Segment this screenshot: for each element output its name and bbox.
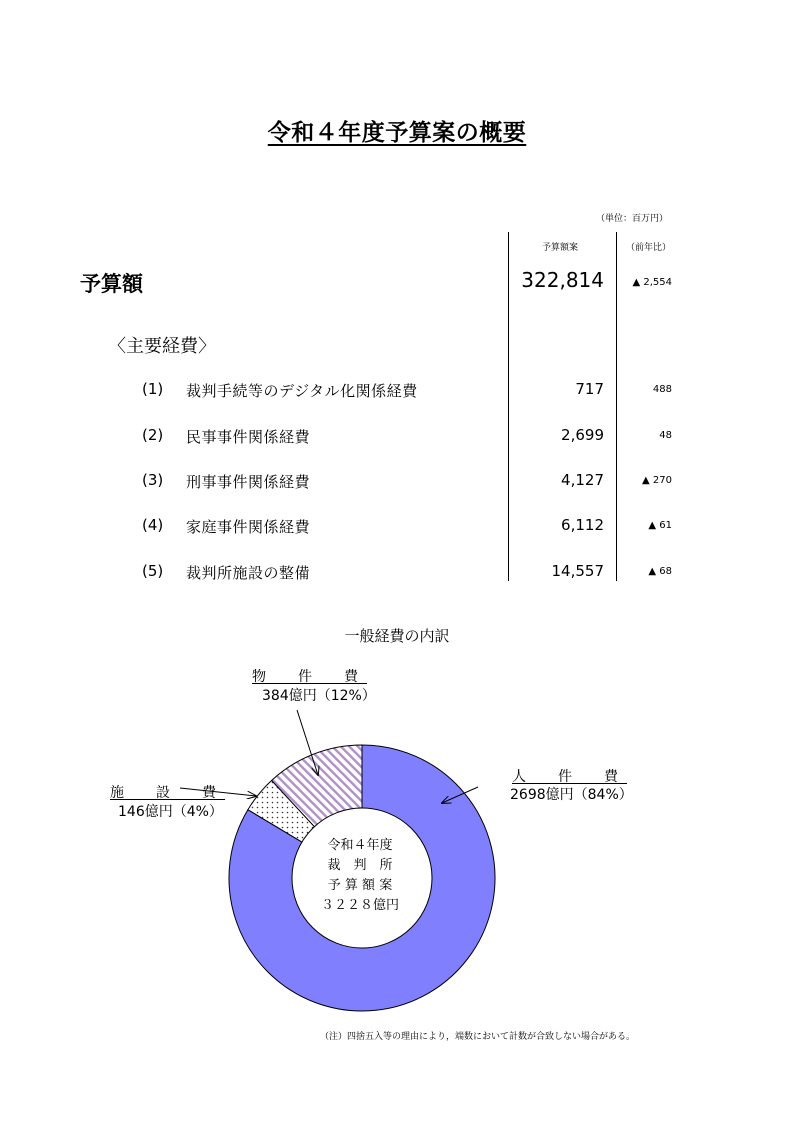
item-name: 裁判手続等のデジタル化関係経費 <box>186 382 418 400</box>
item-change: ▲ 68 <box>648 566 672 577</box>
slice-label-personnel-name: 人 件 費 <box>512 769 627 785</box>
item-value: 6,112 <box>561 516 604 534</box>
item-number: (5) <box>142 562 164 580</box>
item-name: 刑事事件関係経費 <box>186 473 311 491</box>
main-expenses-header: 〈主要経費〉 <box>108 336 216 357</box>
item-number: (3) <box>142 471 164 489</box>
item-number: (2) <box>142 426 164 444</box>
item-number: (4) <box>142 516 164 534</box>
item-value: 14,557 <box>551 562 604 580</box>
slice-label-facility-value: 146億円（4%） <box>118 804 223 820</box>
unit-label: （単位：百万円） <box>595 214 668 224</box>
item-value: 4,127 <box>561 471 604 489</box>
budget-value: 322,814 <box>521 268 604 292</box>
budget-change: ▲ 2,554 <box>632 277 672 288</box>
page-title: 令和４年度予算案の概要 <box>267 120 527 146</box>
footnote: （注）四捨五入等の理由により，端数において計数が合致しない場合がある。 <box>320 1032 636 1042</box>
column-header-change: （前年比） <box>626 243 672 253</box>
slice-label-goods-value: 384億円（12%） <box>262 688 376 704</box>
center-line-4: ３２２８億円 <box>320 898 399 913</box>
slice-label-facility-name: 施 設 費 <box>110 785 225 801</box>
item-change: 488 <box>652 384 672 395</box>
slice-label-goods-name: 物 件 費 <box>252 669 367 685</box>
item-change: ▲ 270 <box>642 475 672 486</box>
item-value: 717 <box>575 380 604 398</box>
center-line-1: 令和４年度 <box>327 838 393 853</box>
item-change: 48 <box>659 430 672 441</box>
item-name: 家庭事件関係経費 <box>186 518 311 536</box>
item-name: 裁判所施設の整備 <box>186 564 311 582</box>
slice-label-personnel-value: 2698億円（84%） <box>510 787 633 803</box>
donut-center-text <box>305 836 415 916</box>
item-change: ▲ 61 <box>648 520 672 531</box>
item-number: (1) <box>142 380 164 398</box>
column-header-budget: 予算額案 <box>542 243 579 253</box>
center-line-3: 予 算 額 案 <box>327 878 393 893</box>
budget-label: 予算額 <box>80 272 143 296</box>
center-line-2: 裁 判 所 <box>327 858 393 873</box>
item-value: 2,699 <box>561 426 604 444</box>
chart-title: 一般経費の内訳 <box>344 627 450 645</box>
item-name: 民事事件関係経費 <box>186 428 311 446</box>
